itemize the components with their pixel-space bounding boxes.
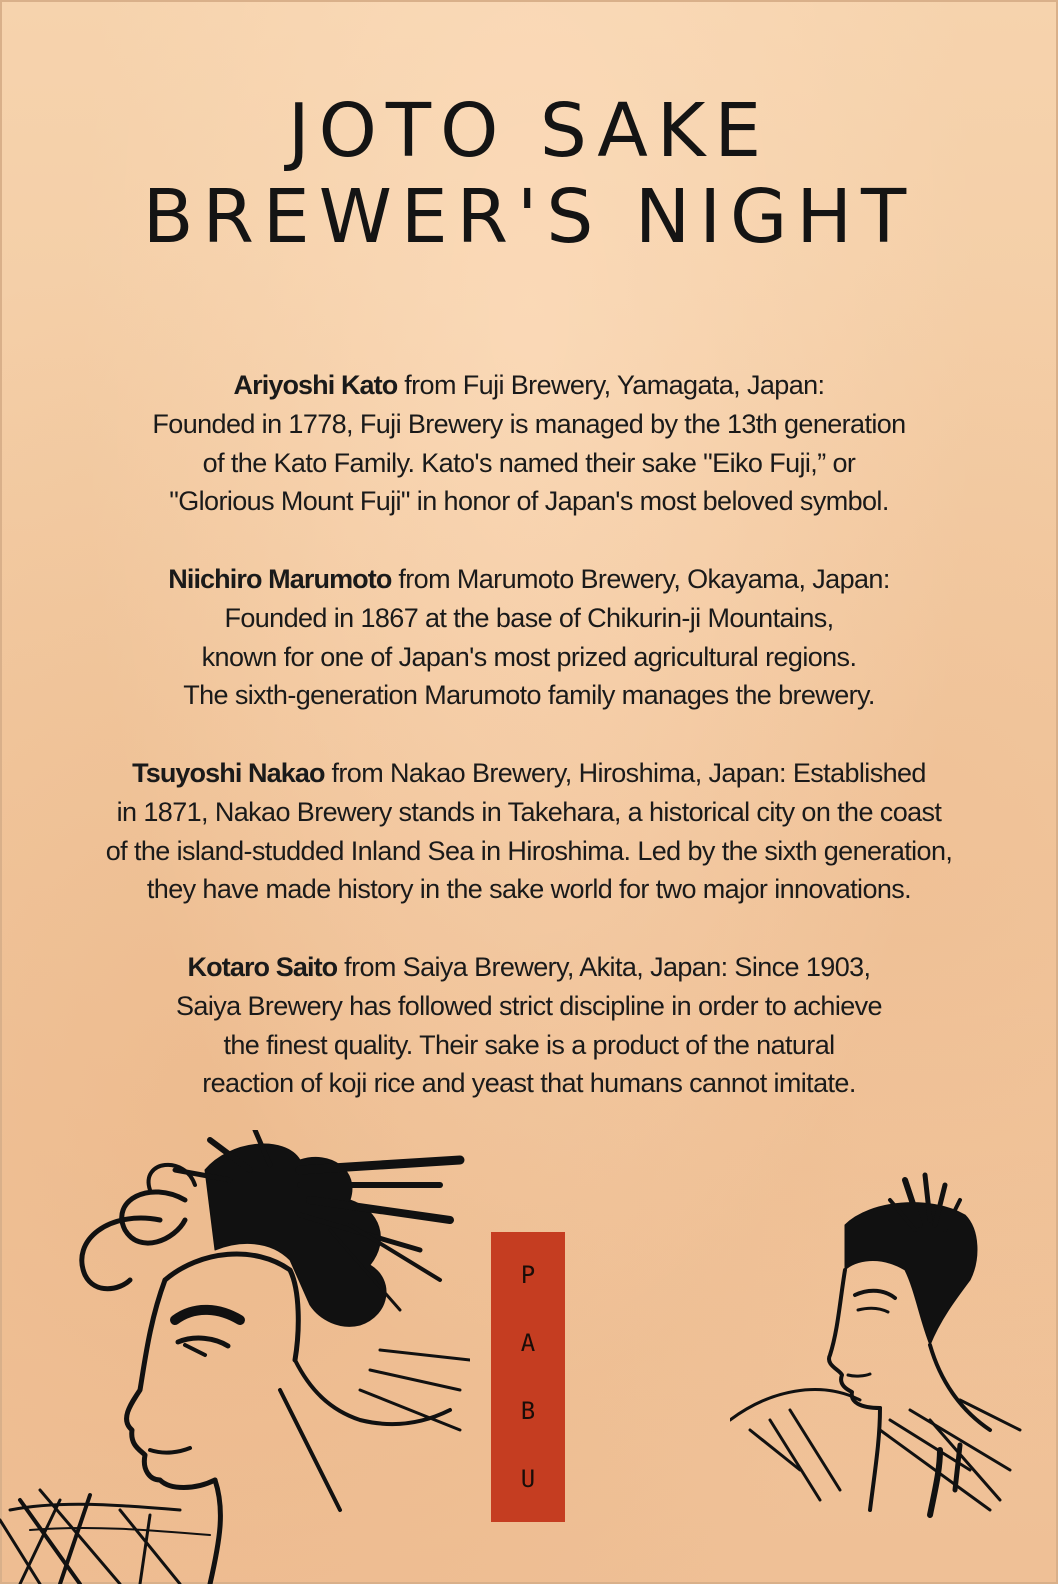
bio-text: from Nakao Brewery, Hiroshima, Japan: Established — [324, 757, 926, 788]
bio-text: Founded in 1778, Fuji Brewery is managed by the 13th generation — [152, 408, 906, 439]
bio-text: Founded in 1867 at the base of Chikurin-ji Mountains, — [224, 602, 834, 633]
bio-text: of the Kato Family. Kato's named their sake "Eiko Fuji,” or — [202, 447, 856, 478]
bio-text: of the island-studded Inland Sea in Hiroshima. Led by the sixth generation, — [105, 835, 953, 866]
bio-text: known for one of Japan's most prized agricultural regions. — [201, 641, 857, 672]
bio-text: in 1871, Nakao Brewery stands in Takehara, a historical city on the coast — [116, 796, 942, 827]
bio-text: reaction of koji rice and yeast that humans cannot imitate. — [202, 1068, 856, 1099]
bio-text: "Glorious Mount Fuji" in honor of Japan's most beloved symbol. — [169, 486, 889, 517]
seal-letter: P — [520, 1261, 536, 1289]
bio-niichiro-marumoto — [40, 560, 1018, 715]
seal-letter: U — [520, 1465, 536, 1493]
poster-title — [0, 88, 1058, 260]
brewer-bios — [40, 366, 1018, 1142]
bio-text: from Saiya Brewery, Akita, Japan: Since 1903, — [337, 951, 871, 982]
bio-text: from Fuji Brewery, Yamagata, Japan: — [397, 370, 825, 400]
brewer-name: Niichiro Marumoto — [168, 563, 392, 594]
bio-text: they have made history in the sake world for two major innovations. — [146, 874, 912, 905]
kabuki-figure-right-illustration — [730, 1170, 1030, 1530]
brewer-name: Tsuyoshi Nakao — [132, 757, 325, 788]
brewer-name: Ariyoshi Kato — [233, 370, 398, 400]
brewer-name: Kotaro Saito — [187, 951, 338, 982]
bio-ariyoshi-kato — [40, 366, 1018, 521]
bio-text: the finest quality. Their sake is a product of the natural — [223, 1029, 835, 1060]
title-line-1: JOTO SAKE — [287, 88, 771, 174]
seal-letter: A — [520, 1329, 536, 1357]
seal-letter: B — [520, 1397, 536, 1425]
bio-text: The sixth-generation Marumoto family manages the brewery. — [183, 680, 875, 711]
bio-text: Saiya Brewery has followed strict discipline in order to achieve — [176, 990, 882, 1021]
bio-kotaro-saito — [40, 948, 1018, 1103]
kabuki-figure-left-illustration — [0, 1130, 470, 1584]
bio-text: from Marumoto Brewery, Okayama, Japan: — [391, 563, 890, 594]
brand-seal — [491, 1232, 565, 1522]
title-line-2: BREWER'S NIGHT — [142, 174, 916, 260]
bio-tsuyoshi-nakao — [40, 754, 1018, 909]
